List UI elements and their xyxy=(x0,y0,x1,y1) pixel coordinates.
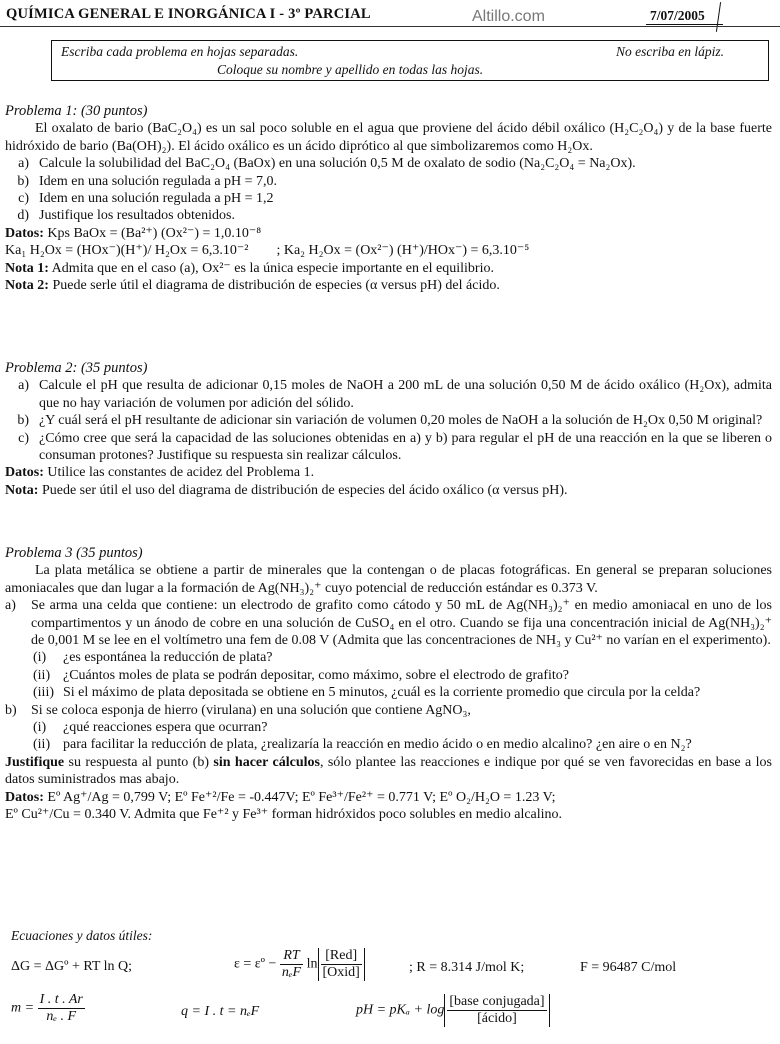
problem-1-intro: El oxalato de bario (BaC₂O₄) es un sal poco soluble en el agua que proviene del ácido débil oxálico (H₂C₂O₄) y de la base fuerte hidróxido de bario (Ba(OH)₂). El ácido oxálico es un ácido diprótico al que simbolizaremos como H₂Ox. xyxy=(5,121,772,154)
list-item: a) Calcule la solubilidad del BaC₂O₄ (BaOx) en una solución 0,5 M de oxalato de sodio (Na₂C₂O₄ = Na₂Ox). xyxy=(18,156,636,172)
list-item: a) Se arma una celda que contiene: un electrodo de grafito como cátodo y 50 mL de Ag(NH₃)₂⁺ en medio amoniacal en uno de los compartimentos y un ánodo de cobre en una solución de CuSO₄ en el otro. Cuando se fija una concentración inicial de Ag(NH₃)₂⁺ de 0,001 M se lee en el voltímetro una fem de 0.08 V (Admita que las concentraciones de NH₃ y Cu²⁺ no varían en el experimento). xyxy=(5,598,772,649)
gibbs-equation: ΔG = ΔGº + RT ln Q; xyxy=(11,959,133,974)
problem-1-ka: Ka₁ H₂Ox = (HOx⁻)(H⁺)/ H₂Ox = 6,3.10⁻² ; Ka₂ H₂Ox = (Ox²⁻) (H⁺)/HOx⁻) = 6,3.10⁻⁵ xyxy=(5,243,530,259)
exam-title: QUÍMICA GENERAL E INORGÁNICA I - 3º PARCIAL xyxy=(6,6,371,22)
nernst-equation: ε = εº − $\frac{RT}{\text{nₑF}}$ ln $\frac{\text{[Red]}}{\text{[Oxid]}}$ xyxy=(234,948,365,981)
list-item: b) ¿Y cuál será el pH resultante de adicionar sin variación de volumen 0,20 moles de NaOH a la solución de H₂Ox 0,50 M original? xyxy=(17,413,763,429)
list-item: c) ¿Cómo cree que será la capacidad de las soluciones obtenidas en a) y b) para regular el pH de una reacción en la que se liberen o consuman protones? Justifique su respuesta sin realizar cálculos. xyxy=(18,430,772,464)
problem-2 xyxy=(5,360,772,499)
list-item: (i) ¿es espontánea la reducción de plata? xyxy=(33,650,273,666)
list-item: (ii) para facilitar la reducción de plata, ¿realizaría la reacción en medio ácido o en medio alcalino? ¿en aire o en N₂? xyxy=(33,737,692,753)
henderson-equation: pH = pKₐ + log $\frac{\text{[base conjugada]}}{\text{[ácido]}}$ xyxy=(356,994,550,1027)
problem-1-nota-2: Nota 2: Puede serle útil el diagrama de distribución de especies (α versus pH) del ácido. xyxy=(5,278,500,294)
problem-3-heading: Problema 3 (35 puntos) xyxy=(5,545,143,561)
list-item: (i) ¿qué reacciones espera que ocurran? xyxy=(33,720,268,736)
list-item: c) Idem en una solución regulada a pH = 1,2 xyxy=(18,191,274,207)
instruction-no-pencil: No escriba en lápiz. xyxy=(616,44,724,59)
problem-3-intro: La plata metálica se obtiene a partir de minerales que la contengan o de placas fotográficas. En general se preparan soluciones amoniacales que dan lugar a la formación de Ag(NH₃)₂⁺ cuyo potencial de reducción estándar es 0.373 V. xyxy=(5,563,772,596)
problem-1 xyxy=(5,103,772,294)
problem-2-nota: Nota: Puede ser útil el uso del diagrama de distribución de especies del ácido oxálico (α versus pH). xyxy=(5,482,568,498)
instructions-box xyxy=(51,40,769,81)
header-rule xyxy=(0,26,780,27)
problem-2-datos: Datos: Utilice las constantes de acidez del Problema 1. xyxy=(5,465,315,481)
equations-heading: Ecuaciones y datos útiles: xyxy=(11,928,153,943)
list-item: b) Si se coloca esponja de hierro (virulana) en una solución que contiene AgNO₃, xyxy=(5,702,471,718)
faraday-constant: F = 96487 C/mol xyxy=(580,960,677,975)
list-item: (ii) ¿Cuántos moles de plata se podrán depositar, como máximo, sobre el electrodo de grafito? xyxy=(33,667,570,683)
problem-1-nota-1: Nota 1: Admita que en el caso (a), Ox²⁻ es la única especie importante en el equilibrio. xyxy=(5,260,494,276)
list-item: d) Justifique los resultados obtenidos. xyxy=(17,208,235,224)
problem-3 xyxy=(5,545,772,824)
charge-equation: q = I . t = nₑF xyxy=(181,1004,260,1019)
instruction-name: Coloque su nombre y apellido en todas las hojas. xyxy=(217,62,484,77)
problem-3-justifique: Justifique su respuesta al punto (b) sin hacer cálculos, sólo plantee las reacciones e indique por qué se ven favorecidas en base a los datos suministrados mas abajo. xyxy=(5,754,772,788)
problem-3-datos-2: Eº Cu²⁺/Cu = 0.340 V. Admita que Fe⁺² y Fe³⁺ forman hidróxidos poco solubles en medio alcalino. xyxy=(5,807,563,823)
mass-equation: m = $\frac{I . t . Ar}{\text{nₑ . F}}$ xyxy=(11,992,83,1024)
list-item: a) Calcule el pH que resulta de adicionar 0,15 moles de NaOH a 200 mL de una solución 0,50 M de ácido oxálico (H₂Ox), admita que no hay variación de volumen por adición del sólido. xyxy=(18,378,772,411)
list-item: b) Idem en una solución regulada a pH = 7,0. xyxy=(17,173,278,189)
problem-3-datos-1: Datos: Eº Ag⁺/Ag = 0,799 V; Eº Fe⁺²/Fe = -0.447V; Eº Fe³⁺/Fe²⁺ = 0.771 V; Eº O₂/H₂O = 1.23 V; xyxy=(5,789,556,805)
problem-1-heading: Problema 1: (30 puntos) xyxy=(5,103,148,119)
gas-constant: ; R = 8.314 J/mol K; xyxy=(409,960,525,975)
exam-date: 7/07/2005 xyxy=(646,8,723,25)
list-item: (iii) Si el máximo de plata depositada se obtiene en 5 minutos, ¿cuál es la corriente promedio que circula por la celda? xyxy=(33,685,701,701)
instruction-separate-sheets: Escriba cada problema en hojas separadas. xyxy=(61,44,299,59)
problem-2-heading: Problema 2: (35 puntos) xyxy=(5,360,148,376)
problem-1-datos: Datos: Kps BaOx = (Ba²⁺) (Ox²⁻) = 1,0.10⁻⁸ xyxy=(5,225,262,241)
watermark: Altillo.com xyxy=(472,8,545,25)
